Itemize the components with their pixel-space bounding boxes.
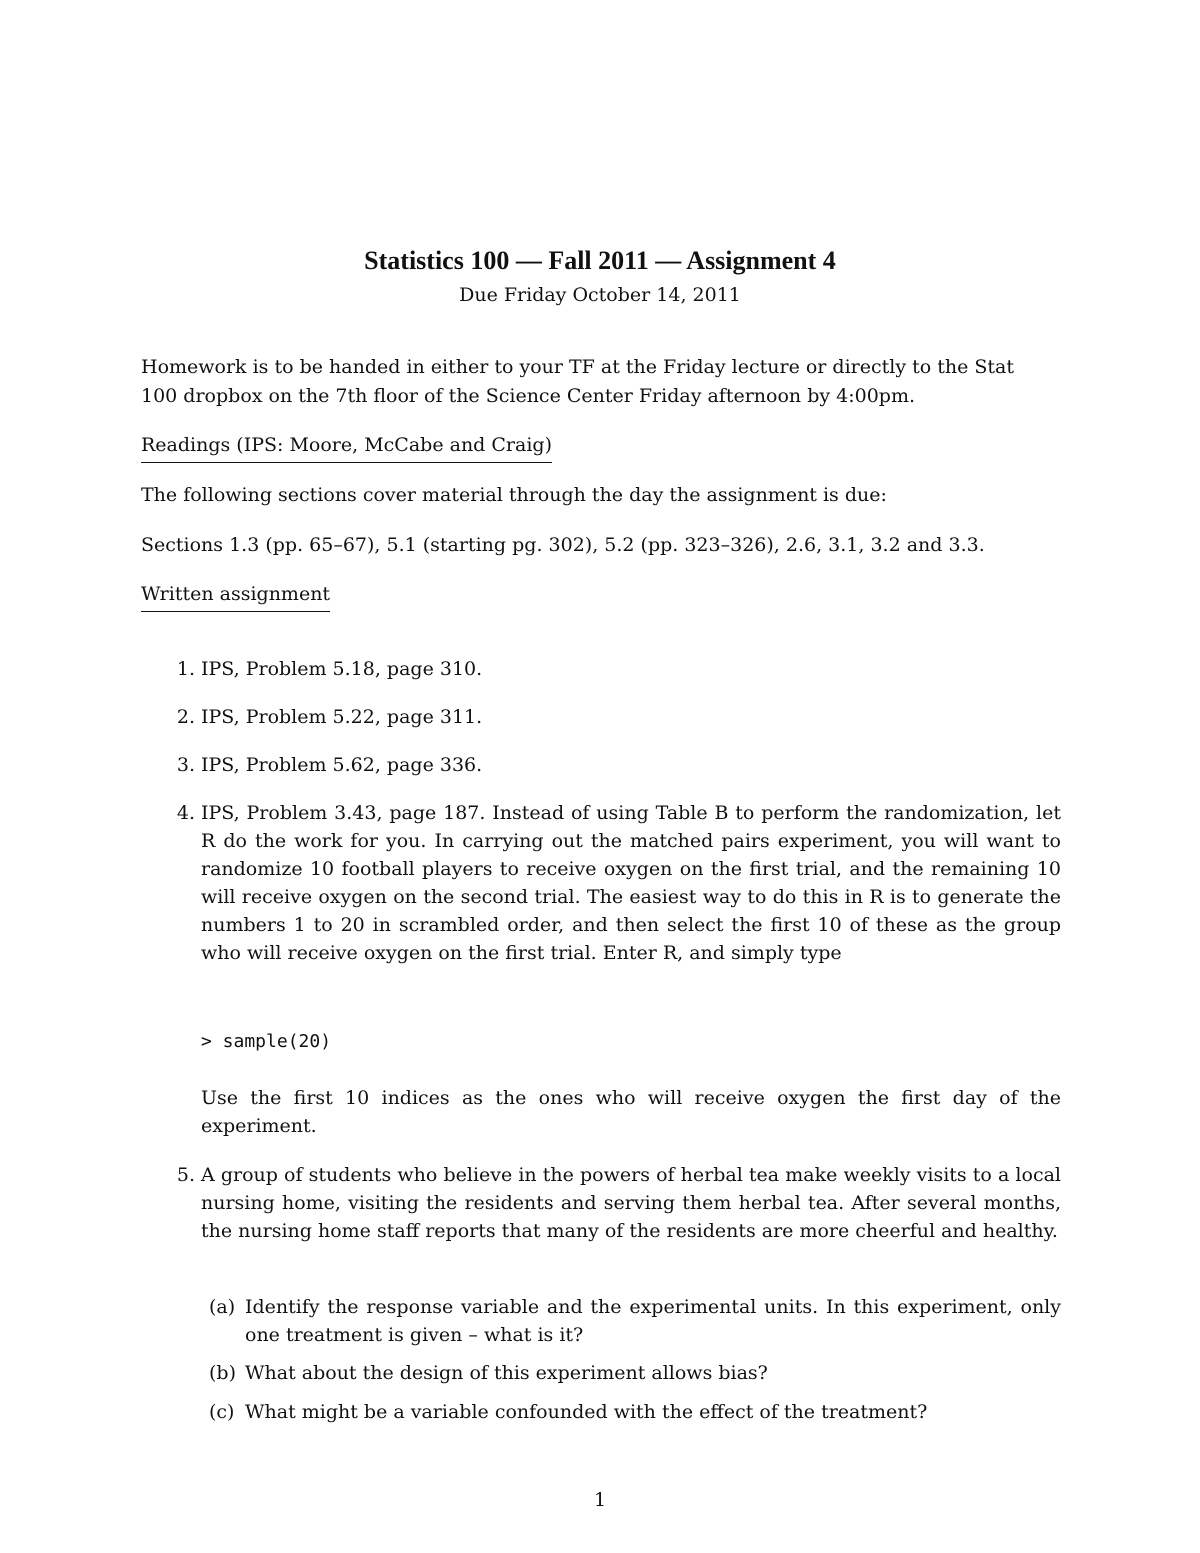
subpart-text: What might be a variable confounded with the effect of the treatment? — [245, 1401, 928, 1423]
problem-text: IPS, Problem 5.22, page 311. — [201, 706, 483, 728]
written-assignment-heading: Written assignment — [141, 580, 330, 612]
subpart-text: Identify the response variable and the experimental units. In this experiment, only one treatment is given – what is it? — [245, 1296, 1061, 1346]
problem-number: 1. — [176, 658, 195, 680]
subpart-text: What about the design of this experiment allows bias? — [245, 1362, 768, 1384]
problem-text: IPS, Problem 3.43, page 187. Instead of using Table B to perform the randomization, let R do the work for you. In carrying out the matched pairs experiment, you will want to randomize 10 football players to receive oxygen on the first trial, and the remaining 10 will receive oxygen on the second trial. The easiest way to do this in R is to generate the numbers 1 to 20 in scrambled order, and then select the first 10 of these as the group who will receive oxygen on the first trial. Enter R, and simply type — [201, 802, 1061, 964]
problem-text: IPS, Problem 5.18, page 310. — [201, 658, 483, 680]
r-code-snippet: > sample(20) — [201, 1031, 332, 1052]
page-number: 1 — [593, 1489, 607, 1511]
due-date: Due Friday October 14, 2011 — [459, 284, 741, 306]
readings-text: The following sections cover material through the day the assignment is due: — [141, 484, 887, 506]
problem-number: 2. — [176, 706, 195, 728]
subpart-label: (b) — [209, 1362, 236, 1384]
subpart-label: (a) — [209, 1296, 236, 1318]
problem-number: 4. — [176, 802, 195, 824]
readings-heading: Readings (IPS: Moore, McCabe and Craig) — [141, 431, 552, 463]
followup-text: Use the first 10 indices as the ones who will receive oxygen the first day of the experiment. — [201, 1087, 1061, 1137]
problem-text: IPS, Problem 5.62, page 336. — [201, 754, 483, 776]
problem-text: A group of students who believe in the powers of herbal tea make weekly visits to a local nursing home, visiting the residents and serving them herbal tea. After several months, the nursing home staff reports that many of the residents are more cheerful and healthy. — [201, 1164, 1061, 1242]
page-title: Statistics 100 — Fall 2011 — Assignment 4 — [364, 246, 836, 275]
sections-text: Sections 1.3 (pp. 65–67), 5.1 (starting pg. 302), 5.2 (pp. 323–326), 2.6, 3.1, 3.2 and 3.3. — [141, 534, 985, 556]
intro-line-1: Homework is to be handed in either to your TF at the Friday lecture or directly to the Stat — [141, 356, 1014, 378]
subpart-label: (c) — [209, 1401, 235, 1423]
problem-number: 3. — [176, 754, 195, 776]
intro-line-2: 100 dropbox on the 7th floor of the Science Center Friday afternoon by 4:00pm. — [141, 385, 916, 407]
problem-number: 5. — [176, 1164, 195, 1186]
